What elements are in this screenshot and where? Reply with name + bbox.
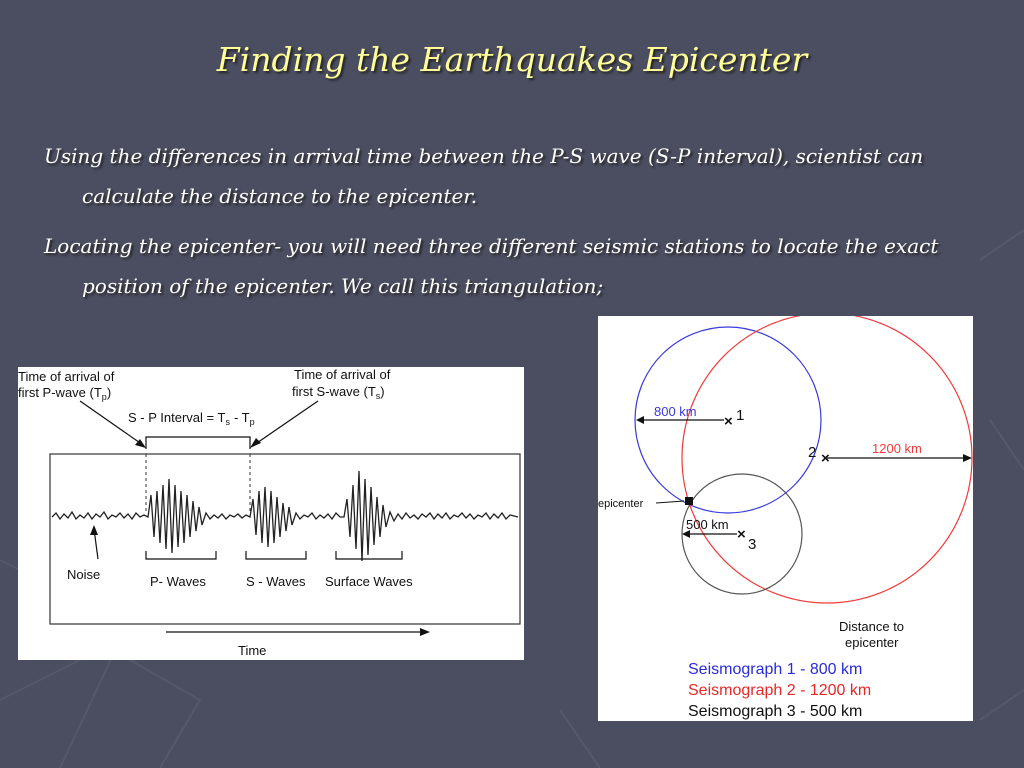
- s-arrival-label-line1: Time of arrival of: [294, 367, 391, 382]
- epicenter-marker: [685, 497, 693, 505]
- seismogram-diagram: [18, 367, 524, 660]
- station-3-label: 3: [748, 536, 757, 553]
- legend-item-1: Seismograph 1 - 800 km: [688, 661, 863, 678]
- epicenter-label: epicenter: [598, 498, 644, 510]
- station-1-marker: ×: [724, 413, 733, 430]
- p-waves-label: P- Waves: [150, 574, 206, 589]
- bullet-1-line-2: calculate the distance to the epicenter.: [82, 184, 478, 208]
- radius-2-label: 1200 km: [872, 441, 922, 456]
- bullet-2: [44, 226, 964, 306]
- triangulation-figure: [598, 316, 973, 721]
- noise-label: Noise: [67, 567, 101, 582]
- station-2-marker: ×: [821, 450, 830, 467]
- p-arrival-label-line1: Time of arrival of: [18, 369, 115, 384]
- bullet-1: [44, 136, 964, 216]
- bullet-2-line-2: position of the epicenter. We call this triangulation;: [82, 274, 604, 298]
- radius-1-label: 800 km: [654, 404, 697, 419]
- legend-title-line1: Distance to: [839, 619, 905, 634]
- legend-item-3: Seismograph 3 - 500 km: [688, 703, 863, 720]
- time-label: Time: [238, 643, 267, 658]
- legend-title-line2: epicenter: [845, 635, 899, 650]
- radius-3-label: 500 km: [686, 517, 729, 532]
- interval-label: S - P Interval = $T_s - T_p$: [128, 410, 255, 427]
- legend-item-2: Seismograph 2 - 1200 km: [688, 682, 872, 699]
- triangulation-diagram: [598, 316, 973, 721]
- bullet-2-line-1: Locating the epicenter- you will need three different seismic stations to locate the exact: [44, 234, 939, 258]
- s-arrival-label-line2: first S-wave $(T_s)$: [292, 384, 385, 401]
- slide-title: Finding the Earthquakes Epicenter: [216, 40, 808, 79]
- seismogram-figure: [18, 367, 524, 660]
- station-1-label: 1: [736, 407, 745, 424]
- p-arrival-label-line2: first P-wave $(T_p)$: [18, 385, 112, 402]
- surface-waves-label: Surface Waves: [325, 574, 413, 589]
- s-waves-label: S - Waves: [246, 574, 306, 589]
- station-3-marker: ×: [737, 526, 746, 543]
- station-2-label: 2: [808, 444, 817, 461]
- bullet-1-line-1: Using the differences in arrival time between the P-S wave (S-P interval), scientist can: [44, 144, 924, 168]
